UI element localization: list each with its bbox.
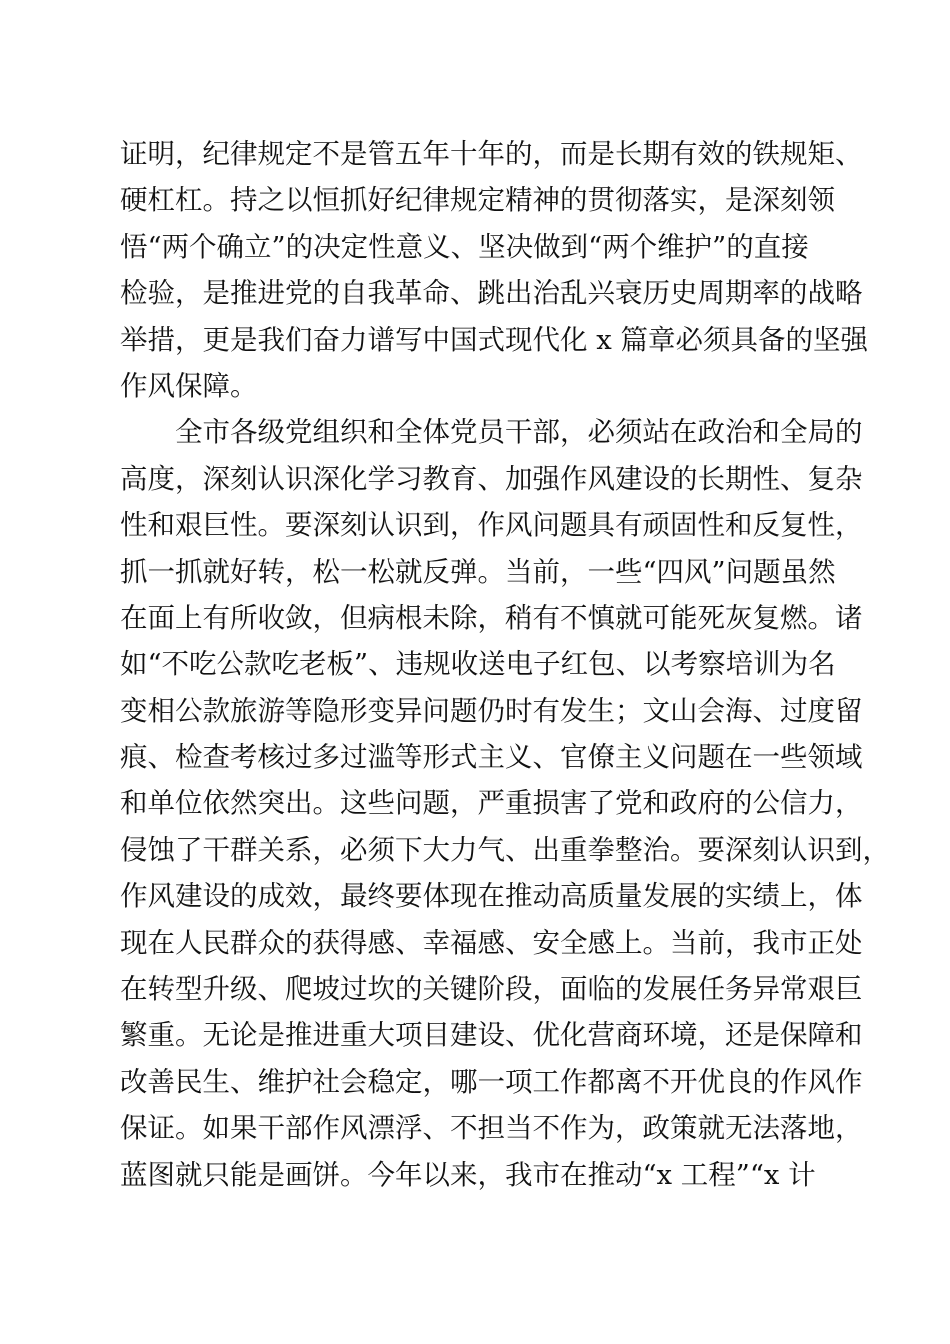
text-line: 如“不吃公款吃老板”、违规收送电子红包、以考察培训为名 <box>120 648 836 681</box>
text-line: 在面上有所收敛，但病根未除，稍有不慎就可能死灰复燃。诸 <box>120 601 863 634</box>
text-line: 变相公款旅游等隐形变异问题仍时有发生；文山会海、过度留 <box>120 694 863 727</box>
text-line: 检验，是推进党的自我革命、跳出治乱兴衰历史周期率的战略 <box>120 277 863 310</box>
text-line: 侵蚀了干群关系，必须下大力气、出重拳整治。要深刻认识到， <box>120 833 890 866</box>
text-line: 悟“两个确立”的决定性意义、坚决做到“两个维护”的直接 <box>120 230 809 263</box>
text-line: 繁重。无论是推进重大项目建设、优化营商环境，还是保障和 <box>120 1019 863 1052</box>
text-line: 现在人民群众的获得感、幸福感、安全感上。当前，我市正处 <box>120 926 863 959</box>
text-line: 保证。如果干部作风漂浮、不担当不作为，政策就无法落地， <box>120 1112 863 1145</box>
text-line: 性和艰巨性。要深刻认识到，作风问题具有顽固性和反复性， <box>120 509 863 542</box>
text-line: 证明，纪律规定不是管五年十年的，而是长期有效的铁规矩、 <box>120 138 863 170</box>
text-line: 抓一抓就好转，松一松就反弹。当前，一些“四风”问题虽然 <box>120 555 836 588</box>
text-line: 蓝图就只能是画饼。今年以来，我市在推动“x 工程”“x 计 <box>120 1158 816 1191</box>
text-line: 作风建设的成效，最终要体现在推动高质量发展的实绩上，体 <box>120 880 863 913</box>
text-line: 痕、检查考核过多过滥等形式主义、官僚主义问题在一些领域 <box>120 741 863 774</box>
paragraph-first-line: 全市各级党组织和全体党员干部，必须站在政治和全局的 <box>175 416 863 449</box>
text-line: 举措，更是我们奋力谱写中国式现代化 x 篇章必须具备的坚强 <box>120 323 868 356</box>
text-line: 和单位依然突出。这些问题，严重损害了党和政府的公信力， <box>120 787 863 820</box>
text-line: 作风保障。 <box>120 369 258 402</box>
body-text <box>120 131 890 1198</box>
text-line: 高度，深刻认识深化学习教育、加强作风建设的长期性、复杂 <box>120 462 863 495</box>
text-line: 在转型升级、爬坡过坎的关键阶段，面临的发展任务异常艰巨 <box>120 973 863 1006</box>
text-line: 硬杠杠。持之以恒抓好纪律规定精神的贯彻落实，是深刻领 <box>120 184 835 217</box>
text-line: 改善民生、维护社会稳定，哪一项工作都离不开优良的作风作 <box>120 1065 863 1098</box>
